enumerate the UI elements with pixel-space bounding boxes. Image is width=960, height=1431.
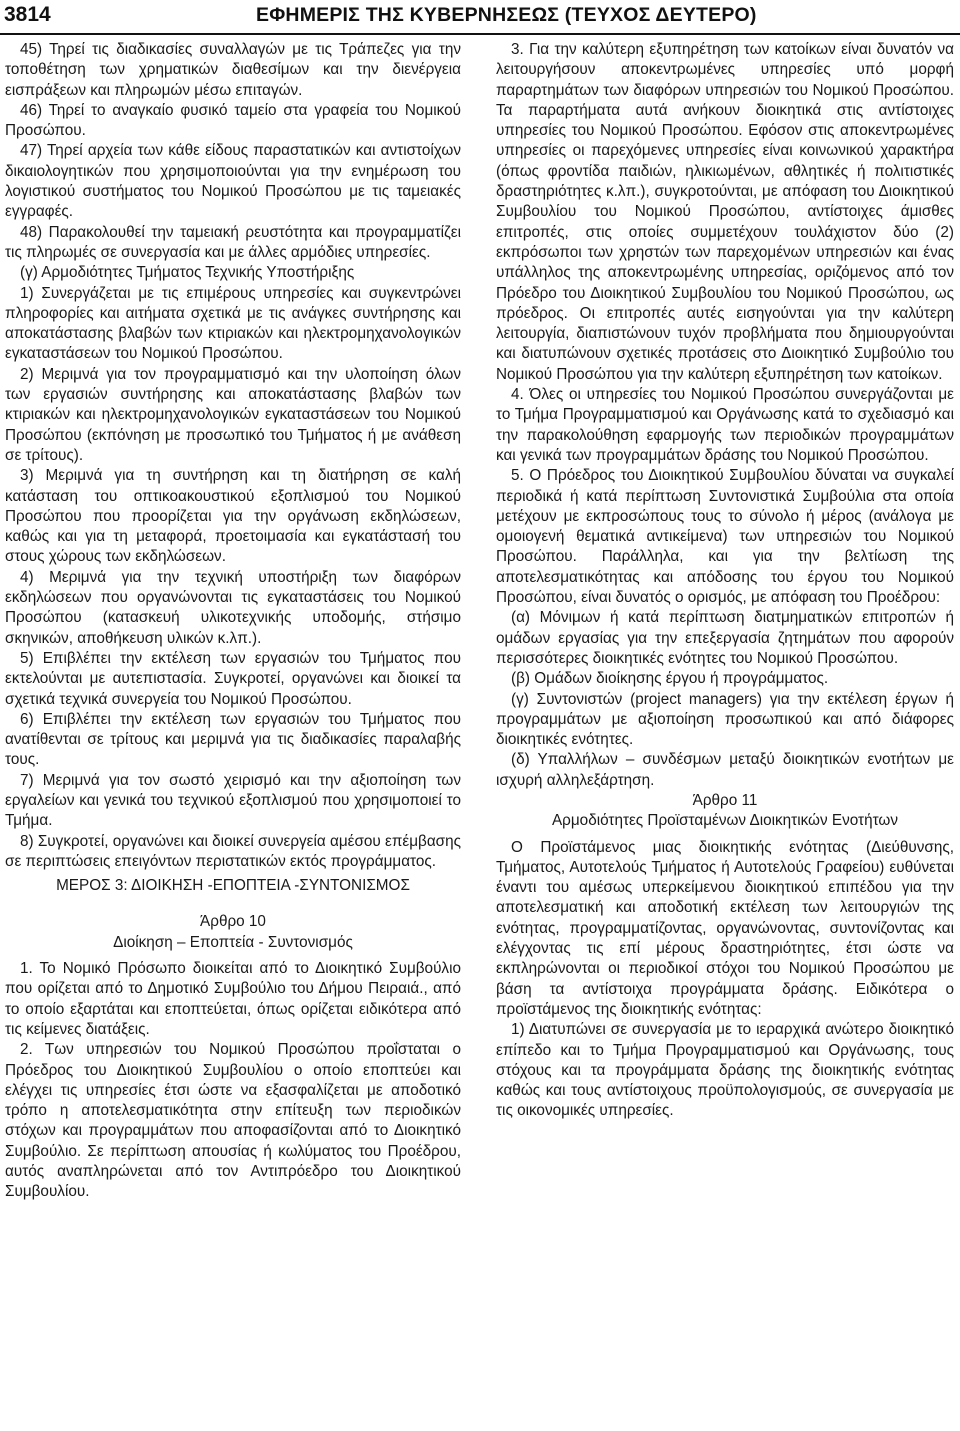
paragraph: 4) Μεριμνά για την τεχνική υποστήριξη των διαφόρων εκδηλώσεων που οργανώνονται τις εγκαταστάσεις του Νομικού Προσώπου (κατασκευή υλικοτεχνικής υποδομής, στήσιμο σκηνικών, αποθήκευση υλικών κ.λπ.). bbox=[5, 568, 461, 647]
paragraph: 3. Για την καλύτερη εξυπηρέτηση των κατοίκων είναι δυνατόν να λειτουργήσουν αποκεντρωμένες υπηρεσίες υπό μορφή παραρτημάτων των διαφόρων υπηρεσιών του Νομικού Προσώπου. Τα παραρτήματα αυτά ανήκουν διοικητικά στις αντίστοιχες υπηρεσίες του Νομικού Προσώπου. Εφόσον στις αποκεντρωμένες υπηρεσίες οι παρεχόμενες υπηρεσίες είναι κοινωνικού χαρακτήρα (όπως φροντίδα παιδιών, ηλικιωμένων, αθλητικές ή πολιτιστικές δραστηριότητες κ.λπ.), συγκροτούνται, με απόφαση του Διοικητικού Συμβουλίου του Νομικού Προσώπου, αντίστοιχες άμισθες επιτροπές, στις οποίες συμμετέχουν τουλάχιστον δύο (2) εκπρόσωποι των χρηστών των παρεχομένων υπηρεσιών και ένας υπάλληλος της αποκεντρωμένης υπηρεσίας, οριζόμενος από τον Πρόεδρο του Διοικητικού Συμβουλίου του Νομικού Προσώπου, ως πρόεδρος. Οι επιτροπές αυτές εισηγούνται για την καλύτερη λειτουργία, διαπιστώνουν τυχόν προβλήματα που δημιουργούνται και διατυπώνουν σχετικές προτάσεις στο Διοικητικό Συμβούλιο του Νομικού Προσώπου για την καλύτερη εξυπηρέτηση των κατοίκων. bbox=[496, 41, 954, 383]
paragraph: (γ) Συντονιστών (project managers) για την εκτέλεση έργων ή προγραμμάτων με αξιοποίηση προσωπικού και από διάφορες διοικητικές ενότητες. bbox=[496, 690, 954, 749]
part-heading: ΜΕΡΟΣ 3: ΔΙΟΙΚΗΣΗ -ΕΠΟΠΤΕΙΑ -ΣΥΝΤΟΝΙΣΜΟΣ bbox=[56, 877, 410, 895]
paragraph: 8) Συγκροτεί, οργανώνει και διοικεί συνεργεία αμέσου επέμβασης σε περιπτώσεις επειγόντων περιστατικών εκτός προγράμματος. bbox=[5, 832, 461, 870]
header-divider bbox=[0, 33, 960, 35]
article-title: Αρμοδιότητες Προϊσταμένων Διοικητικών Ενοτήτων bbox=[551, 812, 899, 830]
paragraph: 47) Τηρεί αρχεία των κάθε είδους παραστατικών και αντιστοίχων δικαιολογητικών που χρησιμοποιούνται για την ενημέρωση του λογιστικού συστήματος του Νομικού Προσώπου με τις ταμειακές εγγραφές. bbox=[5, 142, 461, 221]
paragraph: 5) Επιβλέπει την εκτέλεση των εργασιών του Τμήματος που εκτελούνται με αυτεπιστασία. Συγκροτεί, οργανώνει και διοικεί τα σχετικά τεχνικά συνεργεία του Νομικού Προσώπου. bbox=[5, 649, 461, 708]
paragraph: 6) Επιβλέπει την εκτέλεση των εργασιών του Τμήματος που ανατίθενται σε τρίτους και μεριμνά για τις διαδικασίες παραλαβής τους. bbox=[5, 710, 461, 769]
page-header bbox=[0, 0, 960, 36]
article-number: Άρθρο 10 bbox=[200, 913, 266, 931]
paragraph: 1) Διατυπώνει σε συνεργασία με το ιεραρχικά ανώτερο διοικητικό επίπεδο και το Τμήμα Προγραμματισμού και Οργάνωσης, τους στόχους και τα προγράμματα δράσης της διοικητικής ενότητας καθώς και τους αντίστοιχους προϋπολογισμούς, σε συνεργασία με τις οικονομικές υπηρεσίες. bbox=[496, 1021, 954, 1120]
section-subheading: (γ) Αρμοδιότητες Τμήματος Τεχνικής Υποστήριξης bbox=[20, 264, 355, 282]
paragraph: (δ) Υπαλλήλων – συνδέσμων μεταξύ διοικητικών ενοτήτων με ισχυρή αλληλεξάρτηση. bbox=[496, 751, 954, 789]
paragraph: Ο Προϊστάμενος μιας διοικητικής ενότητας (Διεύθυνσης, Τμήματος, Αυτοτελούς Τμήματος ή Αυτοτελούς Γραφείου) ευθύνεται έναντι του αμέσως υπερκείμενου διοικητικού επιπέδου για την αποτελεσματική και αποδοτική εκτέλεση των λειτουργιών της ενότητας, προγραμματίζοντας, οργανώνοντας, συντονίζοντας και ελέγχοντας τις επί μέρους δραστηριότητες, έτσι ώστε να εκπληρώνονται οι περιοδικοί στόχοι του Νομικού Προσώπου με βάση τα αντίστοιχα προγράμματα δράσης. Ειδικότερα ο προϊστάμενος της διοικητικής ενότητας: bbox=[496, 838, 954, 1018]
journal-title: ΕΦΗΜΕΡΙΣ ΤΗΣ ΚΥΒΕΡΝΗΣΕΩΣ (ΤΕΥΧΟΣ ΔΕΥΤΕΡΟ) bbox=[256, 4, 757, 26]
right-column bbox=[496, 40, 954, 1122]
paragraph: 1) Συνεργάζεται με τις επιμέρους υπηρεσίες και συγκεντρώνει πληροφορίες και αιτήματα σχετικά με τις ανάγκες συντήρησης και αποκατάστασης βλαβών των κτιριακών και ηλεκτρομηχανολογικών εγκαταστάσεων του Νομικού Προσώπου. bbox=[5, 284, 461, 363]
paragraph: 1. Το Νομικό Πρόσωπο διοικείται από το Διοικητικό Συμβούλιο που ορίζεται από το Δημοτικό Συμβούλιο του Δήμου Πειραιά., από το οποίο εξαρτάται και εποπτεύεται, όπως ορίζεται ειδικότερα από τις κείμενες διατάξεις. bbox=[5, 960, 461, 1038]
article-number: Άρθρο 11 bbox=[692, 791, 758, 809]
article-title: Διοίκηση – Εποπτεία - Συντονισμός bbox=[113, 933, 353, 951]
page-number: 3814 bbox=[4, 3, 51, 26]
paragraph: 7) Μεριμνά για τον σωστό χειρισμό και την αξιοποίηση των εργαλείων και γενικά του τεχνικού εξοπλισμού που χρησιμοποιεί το Τμήμα. bbox=[5, 771, 461, 830]
paragraph: 5. Ο Πρόεδρος του Διοικητικού Συμβουλίου δύναται να συγκαλεί περιοδικά ή κατά περίπτωση Συντονιστικά Συμβούλια στα οποία μετέχουν με εκπροσώπους τους το σύνολο ή μέρος (ανάλογα με ομοιογενή θεματικά αντικείμενα) των υπηρεσιών του Νομικού Προσώπου. Παράλληλα, και για την βελτίωση της αποτελεσματικότητας και απόδοσης του έργου του Νομικού Προσώπου, είναι δυνατός ο ορισμός, με απόφαση του Προέδρου: bbox=[496, 467, 954, 607]
paragraph: 3) Μεριμνά για τη συντήρηση και τη διατήρηση σε καλή κατάσταση του οπτικοακουστικού εξοπλισμού του Νομικού Προσώπου που προορίζεται για την οργάνωση εκδηλώσεων, καθώς και για τη μεταφορά, προετοιμασία και εγκατάστασή του στους χώρους των εκδηλώσεων. bbox=[5, 467, 461, 566]
paragraph: (α) Μόνιμων ή κατά περίπτωση διατμηματικών επιτροπών ή ομάδων εργασίας για την επεξεργασία ζητημάτων που αφορούν περισσότερες διοικητικές ενότητες του Νομικού Προσώπου. bbox=[496, 609, 954, 667]
paragraph: 2) Μεριμνά για τον προγραμματισμό και την υλοποίηση όλων των εργασιών συντήρησης και αποκατάστασης βλαβών των κτιριακών και ηλεκτρομηχανολογικών εγκαταστάσεων του Νομικού Προσώπου (εκπόνηση με προσωπικό του Τμήματος ή με ανάθεση σε τρίτους). bbox=[5, 365, 461, 464]
paragraph: 48) Παρακολουθεί την ταμειακή ρευστότητα και προγραμματίζει τις πληρωμές σε συνεργασία και με άλλες αρμόδιες υπηρεσίες. bbox=[5, 223, 461, 261]
left-column bbox=[5, 40, 461, 1203]
paragraph: (β) Ομάδων διοίκησης έργου ή προγράμματος. bbox=[511, 670, 829, 688]
paragraph: 4. Όλες οι υπηρεσίες του Νομικού Προσώπου συνεργάζονται με το Τμήμα Προγραμματισμού και Οργάνωσης κατά το σχεδιασμό και την παρακολούθηση εφαρμογής των περιοδικών προγραμμάτων και γενικά των προγραμμάτων δράσης του Νομικού Προσώπου. bbox=[496, 386, 954, 464]
paragraph: 2. Των υπηρεσιών του Νομικού Προσώπου προΐσταται ο Πρόεδρος του Διοικητικού Συμβουλίου ο οποίο εποπτεύει και ελέγχει τις υπηρεσίες έτσι ώστε να εξασφαλίζεται με αποδοτικό τρόπο η αποτελεσματικότητα στην επίτευξη των περιοδικών στόχων και προγραμμάτων που αποφασίζονται από το Διοικητικό Συμβούλιο. Σε περίπτωση απουσίας ή κωλύματος του Προέδρου, αυτός αναπληρώνεται από τον Αντιπρόεδρο του Διοικητικού Συμβουλίου. bbox=[5, 1041, 461, 1201]
paragraph: 45) Τηρεί τις διαδικασίες συναλλαγών με τις Τράπεζες για την τοποθέτηση των χρηματικών διαθεσίμων και την διενέργεια εισπράξεων και πληρωμών μέσω επιταγών. bbox=[5, 41, 461, 99]
paragraph: 46) Τηρεί το αναγκαίο φυσικό ταμείο στα γραφεία του Νομικού Προσώπου. bbox=[5, 101, 461, 140]
